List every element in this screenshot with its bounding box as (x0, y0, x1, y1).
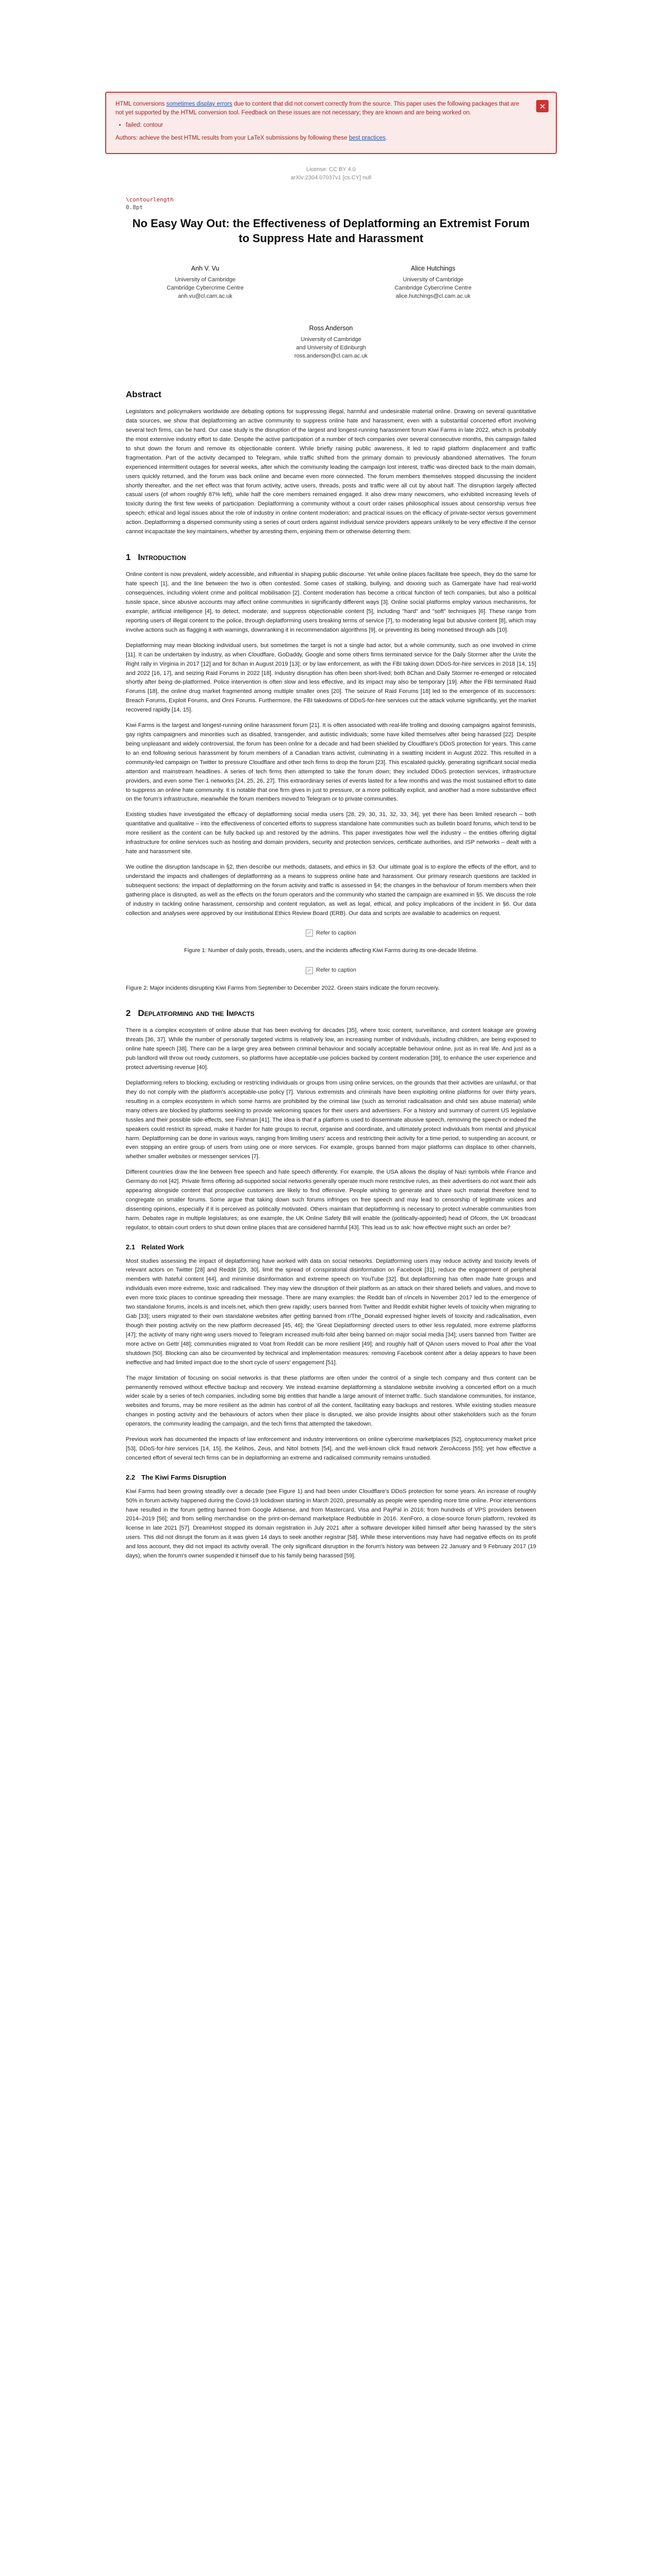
arxiv-identifier: arXiv:2304.07037v1 [cs.CY] null (290, 175, 372, 181)
broken-image-icon (306, 967, 313, 974)
section-heading: 2 Deplatforming and the Impacts (126, 1008, 255, 1019)
figure-2 (126, 966, 536, 993)
author-email[interactable]: alice.hutchings@cl.cam.ac.uk (395, 293, 471, 299)
figure-caption: Figure 1: Number of daily posts, threads, users, and the incidents affecting Kiwi Farms during its one-decade lifetime. (184, 947, 478, 954)
figure-image-placeholder[interactable]: Refer to caption (306, 929, 356, 938)
banner-message: HTML conversions sometimes display errors due to content that did not convert correctly from the source. This paper uses the following packages that are not yet supported by the HTML conversion tool. Feedback on these issues are not necessary; they are known and are being worked on. (115, 101, 520, 116)
abstract-text: Legislators and policymakers worldwide are debating options for suppressing illegal, harmful and undesirable material online. Drawing on several quantitative data sources, we show that deplatforming an active community to suppress online hate and harassment, even with a substantial concerted effort involving several tech firms, can be hard. Our case study is the disruption of the largest and longest-running harassment forum Kiwi Farms in late 2022, which is probably the most extensive industry effort to date. Despite the active participation of a number of tech companies over several consecutive months, this campaign failed to shut down the forum and remove its objectionable content. While briefly raising public awareness, it led to rapid platform displacement and traffic fragmentation. Part of the activity decamped to Telegram, while traffic shifted from the primary domain to previously abandoned alternatives. The forum experienced intermittent outages for several weeks, after which the community leading the campaign lost interest, traffic was directed back to the main domain, users quickly returned, and the forum was back online and became even more connected. The forum members themselves stopped discussing the incident shortly thereafter, and the net effect was that forum activity, active users, threads, posts and traffic were all cut by about half. The disruption largely affected casual users (of whom roughly 87% left), while half the core members remained engaged. It also drew many newcomers, who exhibited increasing levels of toxicity during the first few weeks of participation. Deplatforming a community without a court order raises philosophical issues about censorship versus free speech; ethical and legal issues about the role of industry in online content moderation; and practical issues on the efficacy of private-sector versus government action. Deplatforming a dispersed community using a series of court orders against individual service providers appears unlikely to be very effective if the censor cannot incapacitate the key maintainers, whether by arresting them, enjoining them or otherwise deterring them. (126, 409, 536, 535)
paper-body (126, 387, 536, 1567)
author-affiliation: Cambridge Cybercrime Centre (167, 285, 244, 292)
author-name: Anh V. Vu (191, 265, 220, 272)
display-errors-link[interactable]: sometimes display errors (166, 101, 233, 107)
paragraph: Online content is now prevalent, widely accessible, and influential in shaping public discourse. Yet while online places facilitate free speech, they do the same for hate speech [1], and the line between the two is often contested. Some cases of stalking, bullying, and doxxing such as Gamergate have had real-world consequences, including violent crime and political mobilisation [2]. Content moderation has become a critical function of tech companies, but also a political tussle space, since abusive accounts may affect online communities in significantly different ways [3]. Online social platforms employ various mechanisms, for example, artificial intelligence [4], to detect, moderate, and suppress objectionable content [5], including "hard" and "soft" techniques [6]. These range from reporting users of illegal content to the police, through deplatforming users breaking terms of service [7], to moderating legal but abusive content [8], which may involve actions such as flagging it with warnings, downranking it in recommendation algorithms [9], or preventing its being monetised through ads [10]. (126, 571, 536, 633)
author-block (143, 264, 267, 301)
paragraph: Different countries draw the line between free speech and hate speech differently. For example, the USA allows the display of Nazi symbols while France and Germany do not [42]. Private firms offering ad-supported social networks generally operate much more restrictive rules, as their advertisers do not want their ads appearing alongside content that prospective customers are likely to find offensive. People wishing to generate and share such material therefore tend to congregate on smaller forums. Some argue that taking down such forums infringes on free speech and may lead to censorship of legitimate voices and dissenting opinions, especially if it is perceived as politically motivated. Others maintain that deplatforming is necessary to protect vulnerable communities from harm. Debates rage in multiple legislatures; as one example, the UK Online Safety Bill will enable the (politically-appointed) head of Ofcom, the UK broadcast regulator, to obtain court orders to shut down online places that are considered harmful [43]. This lead us to ask: how effective might such an order be? (126, 1169, 536, 1231)
paper-title: No Easy Way Out: the Effectiveness of Deplatforming an Extremist Forum to Suppress Hate and Harassment (132, 217, 530, 245)
author-email[interactable]: ross.anderson@cl.cam.ac.uk (294, 353, 368, 359)
paragraph: Kiwi Farms had been growing steadily over a decade (see Figure 1) and had been under Cloudflare's DDoS protection for some years. An increase of roughly 50% in forum activity happened during the Covid-19 lockdown starting in March 2020, presumably as people were spending more time online. Prior interventions have resulted in the forum getting banned from Google Adsense, and from Mastercard, Visa and PayPal in 2016; from hundreds of VPS providers between 2014–2019 [56]; and from selling merchandise on the print-on-demand marketplace Redbubble in 2016. XenForo, a close-source forum platform, revoked its license in late 2021 [57]. DreamHost stopped its domain registration in July 2021 after a software developer killed himself after being harassed by the site's users. This did not disrupt the forum as it was given 14 days to seek another registrar [58]. While these interventions may have had negative effects on its profit and loss account, they did not impact its activity overall. The only significant disruption in the forum's history was between 22 January and 9 February 2017 (19 days), when the forum's owner suspended it himself due to his family being harassed [59]. (126, 1488, 536, 1560)
author-block (371, 264, 495, 301)
paragraph: There is a complex ecosystem of online abuse that has been evolving for decades [35], where toxic content, surveillance, and content leakage are growing threats [36, 37]. While the number of personally targeted victims is relatively low, an increasing number of individuals, including children, are being exposed to online hate speech [38]. There can be a large grey area between criminal behaviour and socially acceptable behaviour online, just as in real life. And just as a pub landlord will throw out rowdy customers, so platforms have acceptable-use policies backed by content moderation [39], to enhance the user experience and protect advertising revenue [40]. (126, 1027, 536, 1071)
figure-caption: Figure 2: Major incidents disrupting Kiwi Farms from September to December 2022. Green stairs indicate the forum recovery. (126, 985, 440, 991)
package-item: • failed: contour (126, 121, 527, 130)
unsupported-packages-list (126, 121, 527, 130)
paragraph: Existing studies have investigated the efficacy of deplatforming social media users [28, 29, 30, 31, 32, 33, 34], yet there has been limited research – both quantitative and qualitative – into the effectiveness of concerted efforts to suppress standalone hate communities such as bulletin board forums, which tend to be more resilient as the content can be fully backed up and restored by the admins. This paper investigates how well the industry – the entities offering digital infrastructure for online services such as hosting and domain providers, security and protection services, certificate authorities, and ISP networks – dealt with a hate and harassment site. (126, 811, 536, 855)
paragraph: Most studies assessing the impact of deplatforming have worked with data on social networks. Deplatforming users may reduce activity and toxicity levels of relevant actors on Twitter [28] and Reddit [29, 30], limit the spread of conspiratorial disinformation on Facebook [31], reduce the engagement of peripheral members with hateful content [44], and minimise disinformation and extreme speech on YouTube [32]. But deplatforming has often made hate groups and individuals even more extreme, toxic and radicalised. They may view the disruption of their platform as an attack on their shared beliefs and values, and move to even more toxic places to continue spreading their message. There are many examples: the Reddit ban of r/incels in November 2017 led to the emergence of two standalone forums, incels.is and incels.net, which then grew rapidly; users banned from Twitter and Reddit exhibit higher levels of toxicity when migrating to Gab [33]; users migrated to their own standalone websites after getting banned from r/The_Donald expressed higher levels of toxicity and radicalisation, even though their posting activity on the new platform decreased [45, 46]; the 'Great Deplatforming' directed users to other less regulated, more extreme platforms [47]; the activity of many right-wing users moved to Telegram increased multi-fold after being banned on major social media [34]; users banned from Twitter are more active on Gettr [48]; communities migrated to Voat from Reddit can be more resilient [49]; and roughly half of QAnon users moved to Poal after the Voat shutdown [50]. Blocking can also be circumvented by technical and implementation measures: removing Facebook content after a delay appears to have been ineffective and had limited impact due to the short cycle of users' engagement [51]. (126, 1258, 536, 1366)
author-affiliation: Cambridge Cybercrime Centre (394, 285, 472, 292)
abstract-heading: Abstract (126, 389, 161, 399)
figure-image-placeholder[interactable]: Refer to caption (306, 966, 356, 975)
close-icon[interactable]: ✕ (536, 100, 549, 112)
author-email[interactable]: anh.vu@cl.cam.ac.uk (178, 293, 233, 299)
author-affiliation: University of Cambridge (301, 336, 361, 343)
latex-macro-value: 0.8pt (126, 204, 143, 211)
author-name: Ross Anderson (309, 325, 353, 332)
license-text[interactable]: License: CC BY 4.0 (306, 166, 356, 173)
latex-macro-error: \contourlength (126, 196, 174, 203)
author-name: Alice Hutchings (410, 265, 456, 272)
paragraph: Previous work has documented the impacts of law enforcement and industry interventions on online cybercrime marketplaces [52], cryptocurrency market price [53], DDoS-for-hire services [14, 15], the Kelihos, Zeus, and Nitol botnets [54], and the well-known click fraud network ZeroAccess [55]; yet how effective a concerted effort of several tech firms can be in deplatforming an extreme and radicalised community remains unstudied. (126, 1436, 536, 1461)
paragraph: Deplatforming may mean blocking individual users, but sometimes the target is not a single bad actor, but a whole community, such as one involved in crime [11]. It can be undertaken by industry, as when Cloudflare, GoDaddy, Google and some others firms terminated service for the Daily Stormer after the Unite the Right rally in Virginia in 2017 [12] and for 8chan in August 2019 [13]; or by law enforcement, as with the FBI taking down DDoS-for-hire services in 2018 [14, 15] and 2022 [16, 17], and seizing Raid Forums in 2022 [18]. Industry disruption has often been short-lived; both 8Chan and Daily Stormer re-emerged or relocated shortly after being de-platformed. Police intervention is often slow and less effective, and its impact may also be temporary [19]. After the FBI terminated Raid Forums [18], the online drug market fragmented among multiple smaller ones [20]. The seizure of Raid Forums [18] led to the emergence of its successors: Breach Forums, Exploit Forums, and Onni Forums. Furthermore, the FBI takedowns of DDoS-for-hire services cut the attack volume significantly, yet the market recovered rapidly [14, 15]. (126, 642, 536, 714)
banner-authors-note: Authors: achieve the best HTML results from your LaTeX submissions by following these best practices. (115, 134, 387, 141)
paragraph: We outline the disruption landscape in §2, then describe our methods, datasets, and ethics in §3. Our ultimate goal is to explore the effects of the effort, and to understand the impacts and challenges of deplatforming as a means to suppress online hate and harassment. Our primary research questions are tackled in subsequent sections: the impact of deplatforming on the forum activity and traffic is assessed in §4; the changes in the behaviour of forum members when their gathering place is disrupted, as well as the effects on the forum operators and the community who started the campaign are examined in §5. We discuss the role of industry in tackling online harassment, censorship and content regulation, as well as legal, ethical, and policy implications of the incident in §6. Our data collection and analyses were approved by our institutional Ethics Review Board (ERB). Our data and scripts are available to academics on request. (126, 864, 536, 917)
subsection-heading: 2.1 Related Work (126, 1243, 184, 1251)
author-block (269, 324, 393, 361)
conversion-warning-banner (105, 92, 557, 154)
subsection-heading: 2.2 The Kiwi Farms Disruption (126, 1473, 226, 1481)
paragraph: The major limitation of focusing on social networks is that these platforms are often under the control of a single tech company and thus content can be permanently removed without effective backup and recovery. We instead examine deplatforming a standalone website involving a concerted effort on a much wider scale by a series of tech companies, including some big entities that handle a large amount of Internet traffic. Such standalone communities, for instance, websites and forums, may be more resilient as the admin has control of all the content, facilitating easy backups and restores. While existing studies measure changes in posting activity and the behaviours of actors when their place is disrupted, we also provide insights about other stakeholders such as the forum operators, the community leading the campaign, and the tech firms that attempted the takedown. (126, 1375, 536, 1428)
best-practices-link[interactable]: best practices (349, 134, 386, 141)
paragraph: Deplatforming refers to blocking, excluding or restricting individuals or groups from using online services, on the grounds that their activities are unlawful, or that they do not comply with the platform's acceptable-use policy [7]. Various extremists and criminals have been exploiting online platforms for over thirty years, resulting in a complex ecosystem in which some harms are prohibited by the criminal law (such as terrorist radicalisation and child sex abuse material) while many others are blocked by platforms seeking to provide welcoming spaces for their users and advertisers. For a history and summary of current US legislative tussles and their possible side-effects, see Fishman [41]. The idea is that if a platform is used to disseminate abusive speech, removing the speech or indeed the speakers could restrict its spread, make it harder for hate groups to recruit, organise and coordinate, and ultimately protect individuals from mental and physical harm. Deplatforming can be done in various ways, ranging from limiting users' access and restricting their activity for a time period, to suspending an account, or even stopping an entire group of users from using one or more services. For example, groups banned from major platforms can displace to other channels, whether smaller websites or messenger services [7]. (126, 1079, 536, 1160)
figure-1 (126, 929, 536, 956)
author-affiliation: and University of Edinburgh (296, 345, 366, 351)
section-heading: 1 Introduction (126, 552, 186, 563)
author-affiliation: University of Cambridge (175, 277, 236, 283)
paragraph: Kiwi Farms is the largest and longest-running online harassment forum [21]. It is often associated with real-life trolling and doxxing campaigns against feminists, gay rights campaigners and minorities such as disabled, transgender, and autistic individuals; some have killed themselves after being harassed [22]. Despite being unpleasant and widely controversial, the forum has been online for a decade and had been shielded by Cloudflare's DDoS protection for years. This came to an end following serious harassment by forum members of a Canadian trans activist, culminating in a swatting incident in August 2022. This resulted in a community-led campaign on Twitter to pressure Cloudflare and other tech firms to drop the forum [23]. This escalated quickly, generating significant social media attention and mainstream headlines. A series of tech firms then attempted to take the forum down; they included DDoS protection services, infrastructure providers, and even some Tier-1 networks [24, 25, 26, 27]. This extraordinary series of events lasted for a few months and was the most sustained effort to date to suppress an online hate community. It is notable that one firm gives in just to pressure, or a more politically explicit, and another had a more substantive effect on the forum's infrastructure, meanwhile the forum members moved to Telegram or to private communities. (126, 722, 536, 803)
broken-image-icon (306, 929, 313, 937)
author-affiliation: University of Cambridge (403, 277, 464, 283)
